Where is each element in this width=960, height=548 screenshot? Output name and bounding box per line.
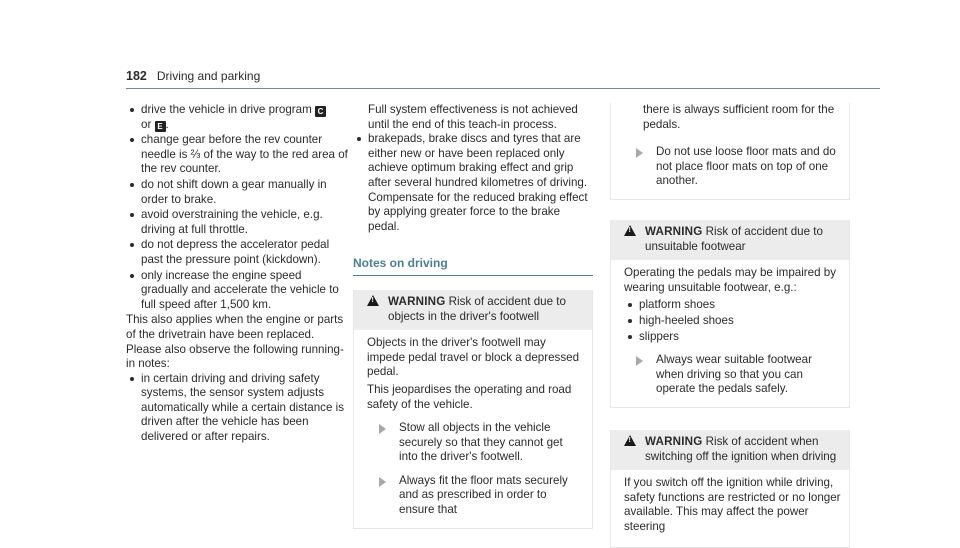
warning-header: ! WARNING Risk of accident due to unsuitable footwear — [611, 220, 849, 260]
running-in-list — [126, 103, 350, 312]
step-arrow-icon — [379, 424, 386, 434]
warning-header: ! WARNING Risk of accident due to objects in the driver's footwell — [354, 290, 592, 330]
warning-header: ! WARNING Risk of accident when switching off the ignition when driving — [611, 430, 849, 470]
warning-box-ignition — [610, 430, 850, 548]
paragraph: Full system effectiveness is not achieved until the end of this teach-in process. — [368, 103, 578, 131]
warning-body: If you switch off the ignition while driving, safety functions are restricted or no longer available. This may affect the power steering — [624, 476, 841, 533]
warning-body: Operating the pedals may be impaired by wearing unsuitable footwear, e.g.: platform shoes high-heeled shoes slippers Always wear suitable footwear when driving so that you can operate the pedals safely. — [611, 260, 849, 407]
warning-triangle-icon — [367, 295, 379, 306]
warning-box-footwear — [610, 220, 850, 408]
action-step: Always fit the floor mats securely and as prescribed in order to ensure that — [367, 474, 584, 518]
notes-on-driving-heading: Notes on driving — [353, 256, 593, 276]
page-header — [126, 69, 260, 84]
list-item: drive the vehicle in drive program C or E . — [126, 103, 350, 132]
footwear-list — [624, 298, 841, 344]
list-item: in certain driving and driving safety systems, the sensor system adjusts automatically while a certain distance is driven after the vehicle has been delivered or after repairs. — [126, 372, 350, 445]
list-item: slippers — [624, 330, 841, 345]
column-2 — [353, 103, 593, 529]
warning-body: Objects in the driver's footwell may impede pedal travel or block a depressed pedal. This jeopardises the operating and road safety of the vehicle. Stow all objects in the vehicle securely so that they cannot get into the driver's footwell. Always fit the floor mats securely and as prescribed in order to ensure that — [354, 330, 592, 528]
drive-program-e-icon: E — [155, 121, 166, 132]
running-in-notes-list — [126, 372, 350, 445]
paragraph: This also applies when the engine or parts of the drivetrain have been replaced. — [126, 313, 344, 341]
list-item: high-heeled shoes — [624, 314, 841, 329]
list-item: do not depress the accelerator pedal past the pressure point (kickdown). — [126, 238, 350, 267]
step-arrow-icon — [379, 477, 386, 487]
page-number: 182 — [126, 69, 147, 83]
list-item: do not shift down a gear manually in order to brake. — [126, 178, 350, 207]
warning-triangle-icon — [624, 435, 636, 446]
column-3 — [610, 103, 850, 548]
list-item: only increase the engine speed gradually and accelerate the vehicle to full speed after 1,500 km. — [126, 269, 350, 313]
action-step: Do not use loose floor mats and do not place floor mats on top of one another. — [624, 145, 841, 189]
step-arrow-icon — [636, 356, 643, 366]
action-step: Stow all objects in the vehicle securely so that they cannot get into the driver's footwell. — [367, 421, 584, 465]
header-rule — [126, 88, 880, 89]
list-item: brakepads, brake discs and tyres that are either new or have been replaced only achieve optimum braking effect and grip after several hundred kilometres of driving. Compensate for the reduced braking effect by applying greater force to the brake pedal. — [353, 132, 593, 234]
column-1 — [126, 103, 350, 446]
list-item: platform shoes — [624, 298, 841, 313]
brakes-list — [353, 132, 593, 234]
section-title: Driving and parking — [156, 69, 261, 83]
list-item: avoid overstraining the vehicle, e.g. driving at full throttle. — [126, 208, 350, 237]
warning-triangle-icon — [624, 225, 636, 236]
drive-program-c-icon: C — [315, 106, 326, 117]
list-item: change gear before the rev counter needle is ⅔ of the way to the red area of the rev counter. — [126, 133, 350, 177]
warning-box-footwell — [353, 290, 593, 529]
action-step: Always wear suitable footwear when driving so that you can operate the pedals safely. — [624, 353, 841, 397]
paragraph: Please also observe the following running-in notes: — [126, 342, 344, 371]
warning-box-continued: there is always sufficient room for the pedals. Do not use loose floor mats and do not place floor mats on top of one another. — [610, 103, 850, 200]
step-arrow-icon — [636, 148, 643, 158]
